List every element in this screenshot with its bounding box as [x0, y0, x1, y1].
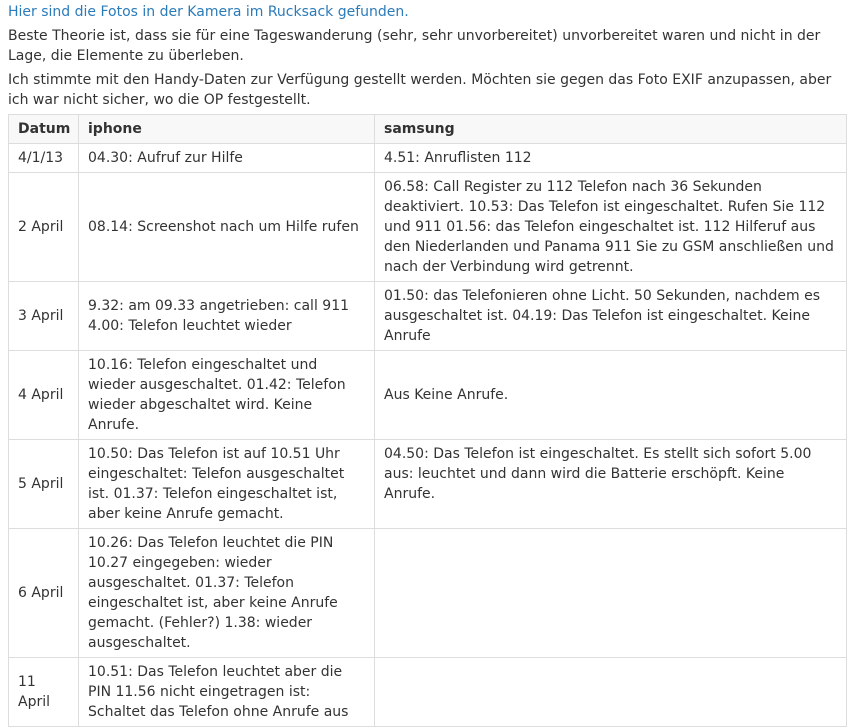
cell-iphone: 9.32: am 09.33 angetrieben: call 911 4.00: Telefon leuchtet wieder [79, 282, 375, 351]
table-header-row [9, 115, 847, 144]
cell-date: 4 April [9, 351, 79, 440]
cell-date: 5 April [9, 440, 79, 529]
cell-samsung: 04.50: Das Telefon ist eingeschaltet. Es stellt sich sofort 5.00 aus: leuchtet und dann wird die Batterie erschöpft. Keine Anrufe. [375, 440, 847, 529]
cell-date: 3 April [9, 282, 79, 351]
table-row [9, 440, 847, 529]
cell-iphone: 08.14: Screenshot nach um Hilfe rufen [79, 173, 375, 282]
header-iphone: iphone [79, 115, 375, 144]
table-row [9, 173, 847, 282]
cell-samsung: 01.50: das Telefonieren ohne Licht. 50 Sekunden, nachdem es ausgeschaltet ist. 04.19: Das Telefon ist eingeschaltet. Keine Anrufe [375, 282, 847, 351]
cell-date: 11 April [9, 658, 79, 727]
cell-date: 6 April [9, 529, 79, 658]
cell-iphone: 10.16: Telefon eingeschaltet und wieder ausgeschaltet. 01.42: Telefon wieder abgeschaltet wird. Keine Anrufe. [79, 351, 375, 440]
table-row [9, 144, 847, 173]
cell-iphone: 10.50: Das Telefon ist auf 10.51 Uhr eingeschaltet: Telefon ausgeschaltet ist. 01.37: Telefon eingeschaltet ist, aber keine Anrufe gemacht. [79, 440, 375, 529]
table-row [9, 282, 847, 351]
header-datum: Datum [9, 115, 79, 144]
cell-samsung: Aus Keine Anrufe. [375, 351, 847, 440]
cell-date: 4/1/13 [9, 144, 79, 173]
photos-link[interactable]: Hier sind die Fotos in der Kamera im Rucksack gefunden. [8, 4, 409, 20]
cell-iphone: 10.51: Das Telefon leuchtet aber die PIN 11.56 nicht eingetragen ist: Schaltet das Telefon ohne Anrufe aus [79, 658, 375, 727]
phone-log-table [8, 114, 847, 727]
table-row [9, 351, 847, 440]
cell-samsung: 4.51: Anruflisten 112 [375, 144, 847, 173]
intro-paragraph-theory: Beste Theorie ist, dass sie für eine Tageswanderung (sehr, sehr unvorbereitet) unvorbereitet waren und nicht in der Lage, die Elemente zu überleben. [8, 28, 821, 64]
cell-date: 2 April [9, 173, 79, 282]
cell-iphone: 04.30: Aufruf zur Hilfe [79, 144, 375, 173]
cell-samsung [375, 658, 847, 727]
table-row [9, 529, 847, 658]
cell-samsung [375, 529, 847, 658]
intro-paragraph-phone-data: Ich stimmte mit den Handy-Daten zur Verfügung gestellt werden. Möchten sie gegen das Foto EXIF anzupassen, aber ich war nicht sicher, wo die OP festgestellt. [8, 72, 832, 108]
cell-iphone: 10.26: Das Telefon leuchtet die PIN 10.27 eingegeben: wieder ausgeschaltet. 01.37: Telefon eingeschaltet ist, aber keine Anrufe gemacht. (Fehler?) 1.38: wieder ausgeschaltet. [79, 529, 375, 658]
table-row [9, 658, 847, 727]
cell-samsung: 06.58: Call Register zu 112 Telefon nach 36 Sekunden deaktiviert. 10.53: Das Telefon ist eingeschaltet. Rufen Sie 112 und 911 01.56: das Telefon eingeschaltet ist. 112 Hilferuf aus den Niederlanden und Panama 911 Sie zu GSM anschließen und nach der Verbindung wird getrennt. [375, 173, 847, 282]
header-samsung: samsung [375, 115, 847, 144]
